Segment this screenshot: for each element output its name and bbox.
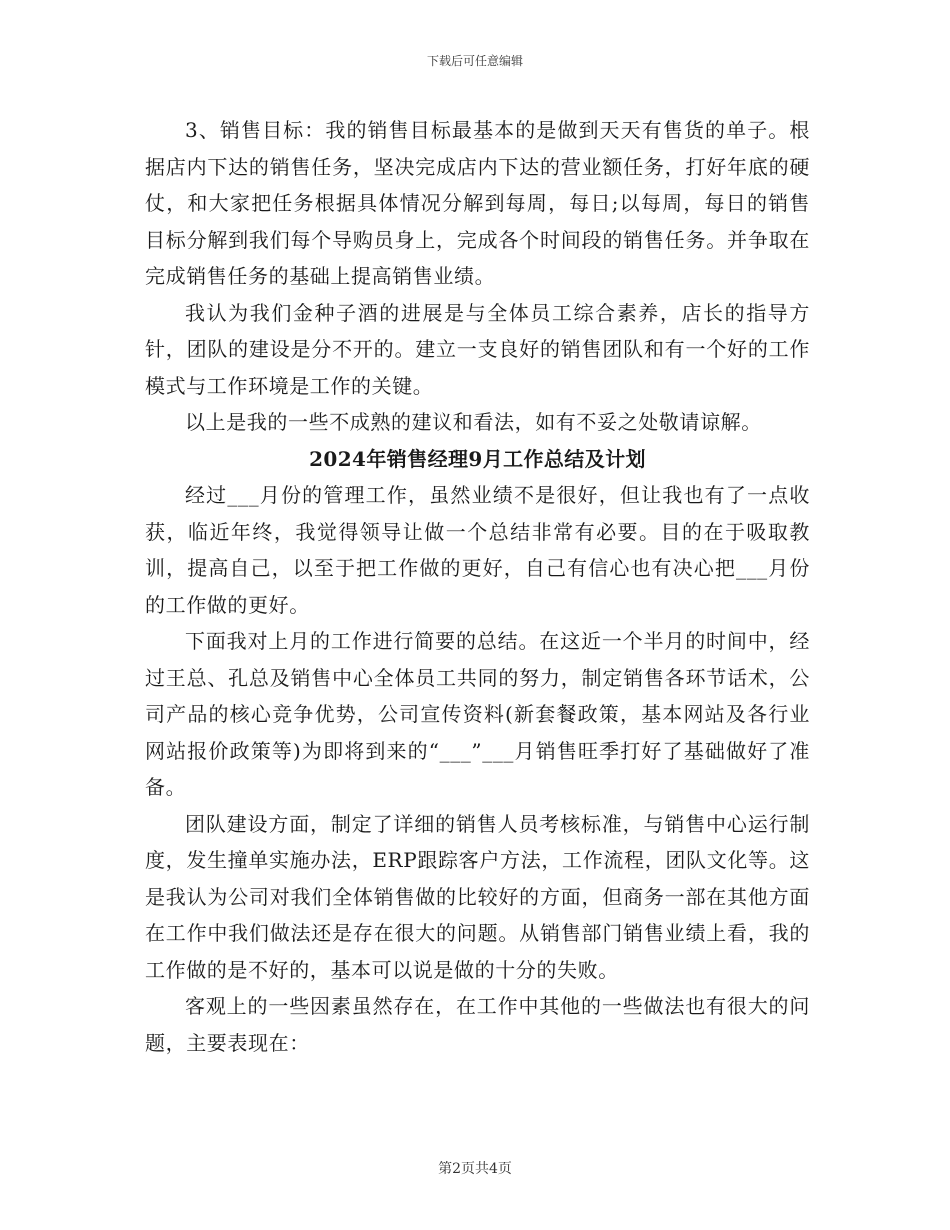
paragraph-problems: 客观上的一些因素虽然存在，在工作中其他的一些做法也有很大的问题，主要表现在： [145,994,810,1055]
paragraph-monthly-summary: 下面我对上月的工作进行简要的总结。在这近一个半月的时间中，经过王总、孔总及销售中心全体员工共同的努力，制定销售各环节话术，公司产品的核心竞争优势，公司宣传资料(新套餐政策，基本网站及各行业网站报价政策等)为即将到来的“___”___月销售旺季打好了基础做好了准备。 [145,629,810,799]
paragraph-sales-target: 3、销售目标：我的销售目标最基本的是做到天天有售货的单子。根据店内下达的销售任务，坚决完成店内下达的营业额任务，打好年底的硬仗，和大家把任务根据具体情况分解到每周，每日;以每周，每日的销售目标分解到我们每个导购员身上，完成各个时间段的销售任务。并争取在完成销售任务的基础上提高销售业绩。 [145,118,810,288]
paragraph-team-development: 我认为我们金种子酒的进展是与全体员工综合素养，店长的指导方针，团队的建设是分不开的。建立一支良好的销售团队和有一个好的工作模式与工作环境是工作的关键。 [145,300,810,398]
document-body [145,112,810,1061]
paragraph-intro: 经过___月份的管理工作，虽然业绩不是很好，但让我也有了一点收获，临近年终，我觉得领导让做一个总结非常有必要。目的在于吸取教训，提高自己，以至于把工作做的更好，自己有信心也有决心把___月份的工作做的更好。 [145,483,810,617]
paragraph-closing-remark: 以上是我的一些不成熟的建议和看法，如有不妥之处敬请谅解。 [185,410,762,434]
paragraph-team-building: 团队建设方面，制定了详细的销售人员考核标准，与销售中心运行制度，发生撞单实施办法，ERP跟踪客户方法，工作流程，团队文化等。这是我认为公司对我们全体销售做的比较好的方面，但商务一部在其他方面在工作中我们做法还是存在很大的问题。从销售部门销售业绩上看，我的工作做的是不好的，基本可以说是做的十分的失败。 [145,811,810,982]
page-footer: 第2页共4页 [438,1161,512,1177]
section-title: 2024年销售经理9月工作总结及计划 [309,446,646,471]
page-header: 下载后可任意编辑 [426,54,523,68]
